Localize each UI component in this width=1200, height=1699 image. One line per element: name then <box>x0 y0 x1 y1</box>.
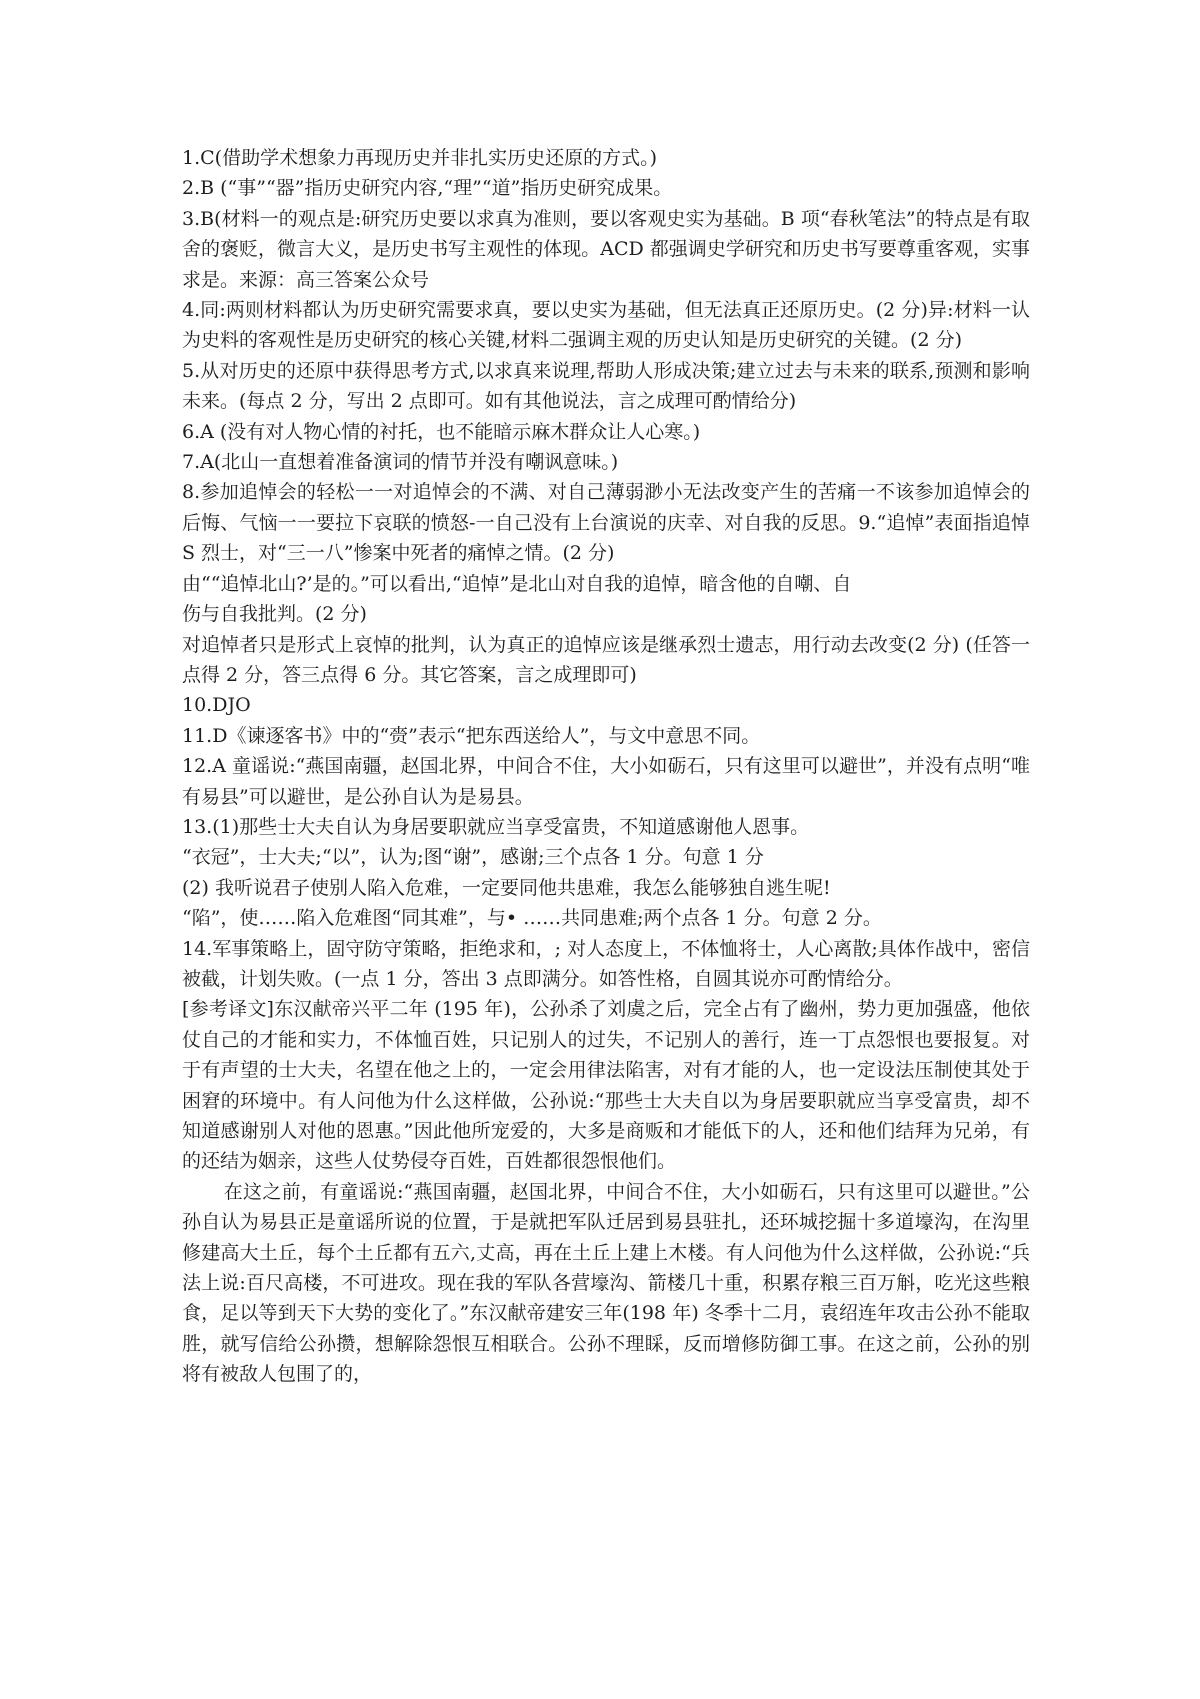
answer-6: 6.A (没有对人物心情的衬托，也不能暗示麻木群众让人心寒。) <box>182 420 701 443</box>
answer-11: 11.D《谏逐客书》中的“赍”表示“把东西送给人”，与文中意思不同。 <box>182 724 761 747</box>
answer-13-2-scoring: “陷”，使……陷入危难图“同其难”，与• ……共同患难;两个点各 1 分。句意 2 分。 <box>182 907 882 930</box>
answer-5: 5.从对历史的还原中获得思考方式,以求真来说理,帮助人形成决策;建立过去与未来的联系,预测和影响未来。(每点 2 分，写出 2 点即可。如有其他说法，言之成理可酌情给分) <box>182 359 1030 413</box>
translation-paragraph-2: 在这之前，有童谣说:“燕国南疆，赵国北界，中间合不住，大小如砺石，只有这里可以避世。”公孙自认为易县正是童谣所说的位置，于是就把军队迁居到易县驻扎，还环城挖掘十多道壕沟，在沟里修建高大土丘，每个土丘都有五六,丈高，再在土丘上建上木楼。有人问他为什么这样做，公孙说:“兵法上说:百尺高楼，不可进攻。现在我的军队各营壕沟、箭楼几十重，积累存粮三百万斛，吃光这些粮食，足以等到天下大势的变化了。”东汉献帝建安三年(198 年) 冬季十二月，袁绍连年攻击公孙不能取胜，就写信给公孙攒，想解除怨恨互相联合。公孙不理睬，反而增修防御工事。在这之前，公孙的别将有被敌人包围了的， <box>182 1180 1030 1386</box>
answer-13-1: 13.(1)那些士大夫自认为身居要职就应当享受富贵，不知道感谢他人恩事。 <box>182 815 810 838</box>
answer-14: 14.军事策略上，固守防守策略，拒绝求和，; 对人态度上，不体恤将士，人心离散;具体作战中，密信被截，计划失败。(一点 1 分，答出 3 点即满分。如答性格，自圆其说亦可酌情给分。 <box>182 937 1030 990</box>
answer-2: 2.B (“事”“器”指历史研究内容,“理”“道”指历史研究成果。 <box>182 177 673 200</box>
answer-9-part2-line2: 伤与自我批判。(2 分) <box>182 603 367 626</box>
answer-13-2: (2) 我听说君子使别人陷入危难，一定要同他共患难，我怎么能够独自逃生呢! <box>182 876 831 899</box>
answer-13-1-scoring: “衣冠”，士大夫;“以”，认为;图“谢”，感谢;三个点各 1 分。句意 1 分 <box>182 846 764 869</box>
answer-12: 12.A 童谣说:“燕国南疆，赵国北界，中间合不住，大小如砺石，只有这里可以避世”，并没有点明“唯有易县”可以避世，是公孙自认为是易县。 <box>182 755 1030 808</box>
answer-1: 1.C(借助学术想象力再现历史并非扎实历史还原的方式。) <box>182 147 657 169</box>
answer-4: 4.同:两则材料都认为历史研究需要求真，要以史实为基础，但无法真正还原历史。(2 分)异:材料一认为史料的客观性是历史研究的核心关键,材料二强调主观的历史认知是历史研究的关键。(2 分) <box>182 299 1030 352</box>
answer-7: 7.A(北山一直想着准备演词的情节并没有嘲讽意味。) <box>182 451 619 474</box>
answer-3: 3.B(材料一的观点是:研究历史要以求真为准则，要以客观史实为基础。B 项“春秋笔法”的特点是有取舍的褒贬，微言大义，是历史书写主观性的体现。ACD 都强调史学研究和历史书写要尊重客观，实事求是。来源：高三答案公众号 <box>182 207 1030 291</box>
answer-8-9: 8.参加追悼会的轻松一一对追悼会的不满、对自己薄弱渺小无法改变产生的苦痛一不该参加追悼会的后悔、气恼一一要拉下哀联的愤怒-一自己没有上台演说的庆幸、对自我的反思。9.“追悼”表面指追悼 S 烈士，对“三一八”惨案中死者的痛悼之情。(2 分) <box>182 481 1030 565</box>
answer-document <box>182 143 1030 1390</box>
answer-10: 10.DJO <box>182 694 251 717</box>
translation-paragraph-1: [参考译文]东汉献帝兴平二年 (195 年)，公孙杀了刘虞之后，完全占有了幽州，势力更加强盛，他依仗自己的才能和实力，不体恤百姓，只记别人的过失，不记别人的善行，连一丁点怨恨也要报复。对于有声望的士大夫，名望在他之上的，一定会用律法陷害，对有才能的人，也一定设法压制使其处于困窘的环境中。有人问他为什么这样做，公孙说:“那些士大夫自以为身居要职就应当享受富贵，却不知道感谢别人对他的恩惠。”因此他所宠爱的，大多是商贩和才能低下的人，还和他们结拜为兄弟，有的还结为姻亲，这些人仗势侵夺百姓，百姓都很怨恨他们。 <box>182 998 1030 1173</box>
answer-9-part3: 对追悼者只是形式上哀悼的批判，认为真正的追悼应该是继承烈士遗志，用行动去改变(2 分) (任答一点得 2 分，答三点得 6 分。其它答案，言之成理即可) <box>182 633 1030 686</box>
answer-9-part2-line1: 由““追悼北山?’是的。”可以看出,“追悼”是北山对自我的追悼，暗含他的自嘲、自 <box>182 572 852 595</box>
